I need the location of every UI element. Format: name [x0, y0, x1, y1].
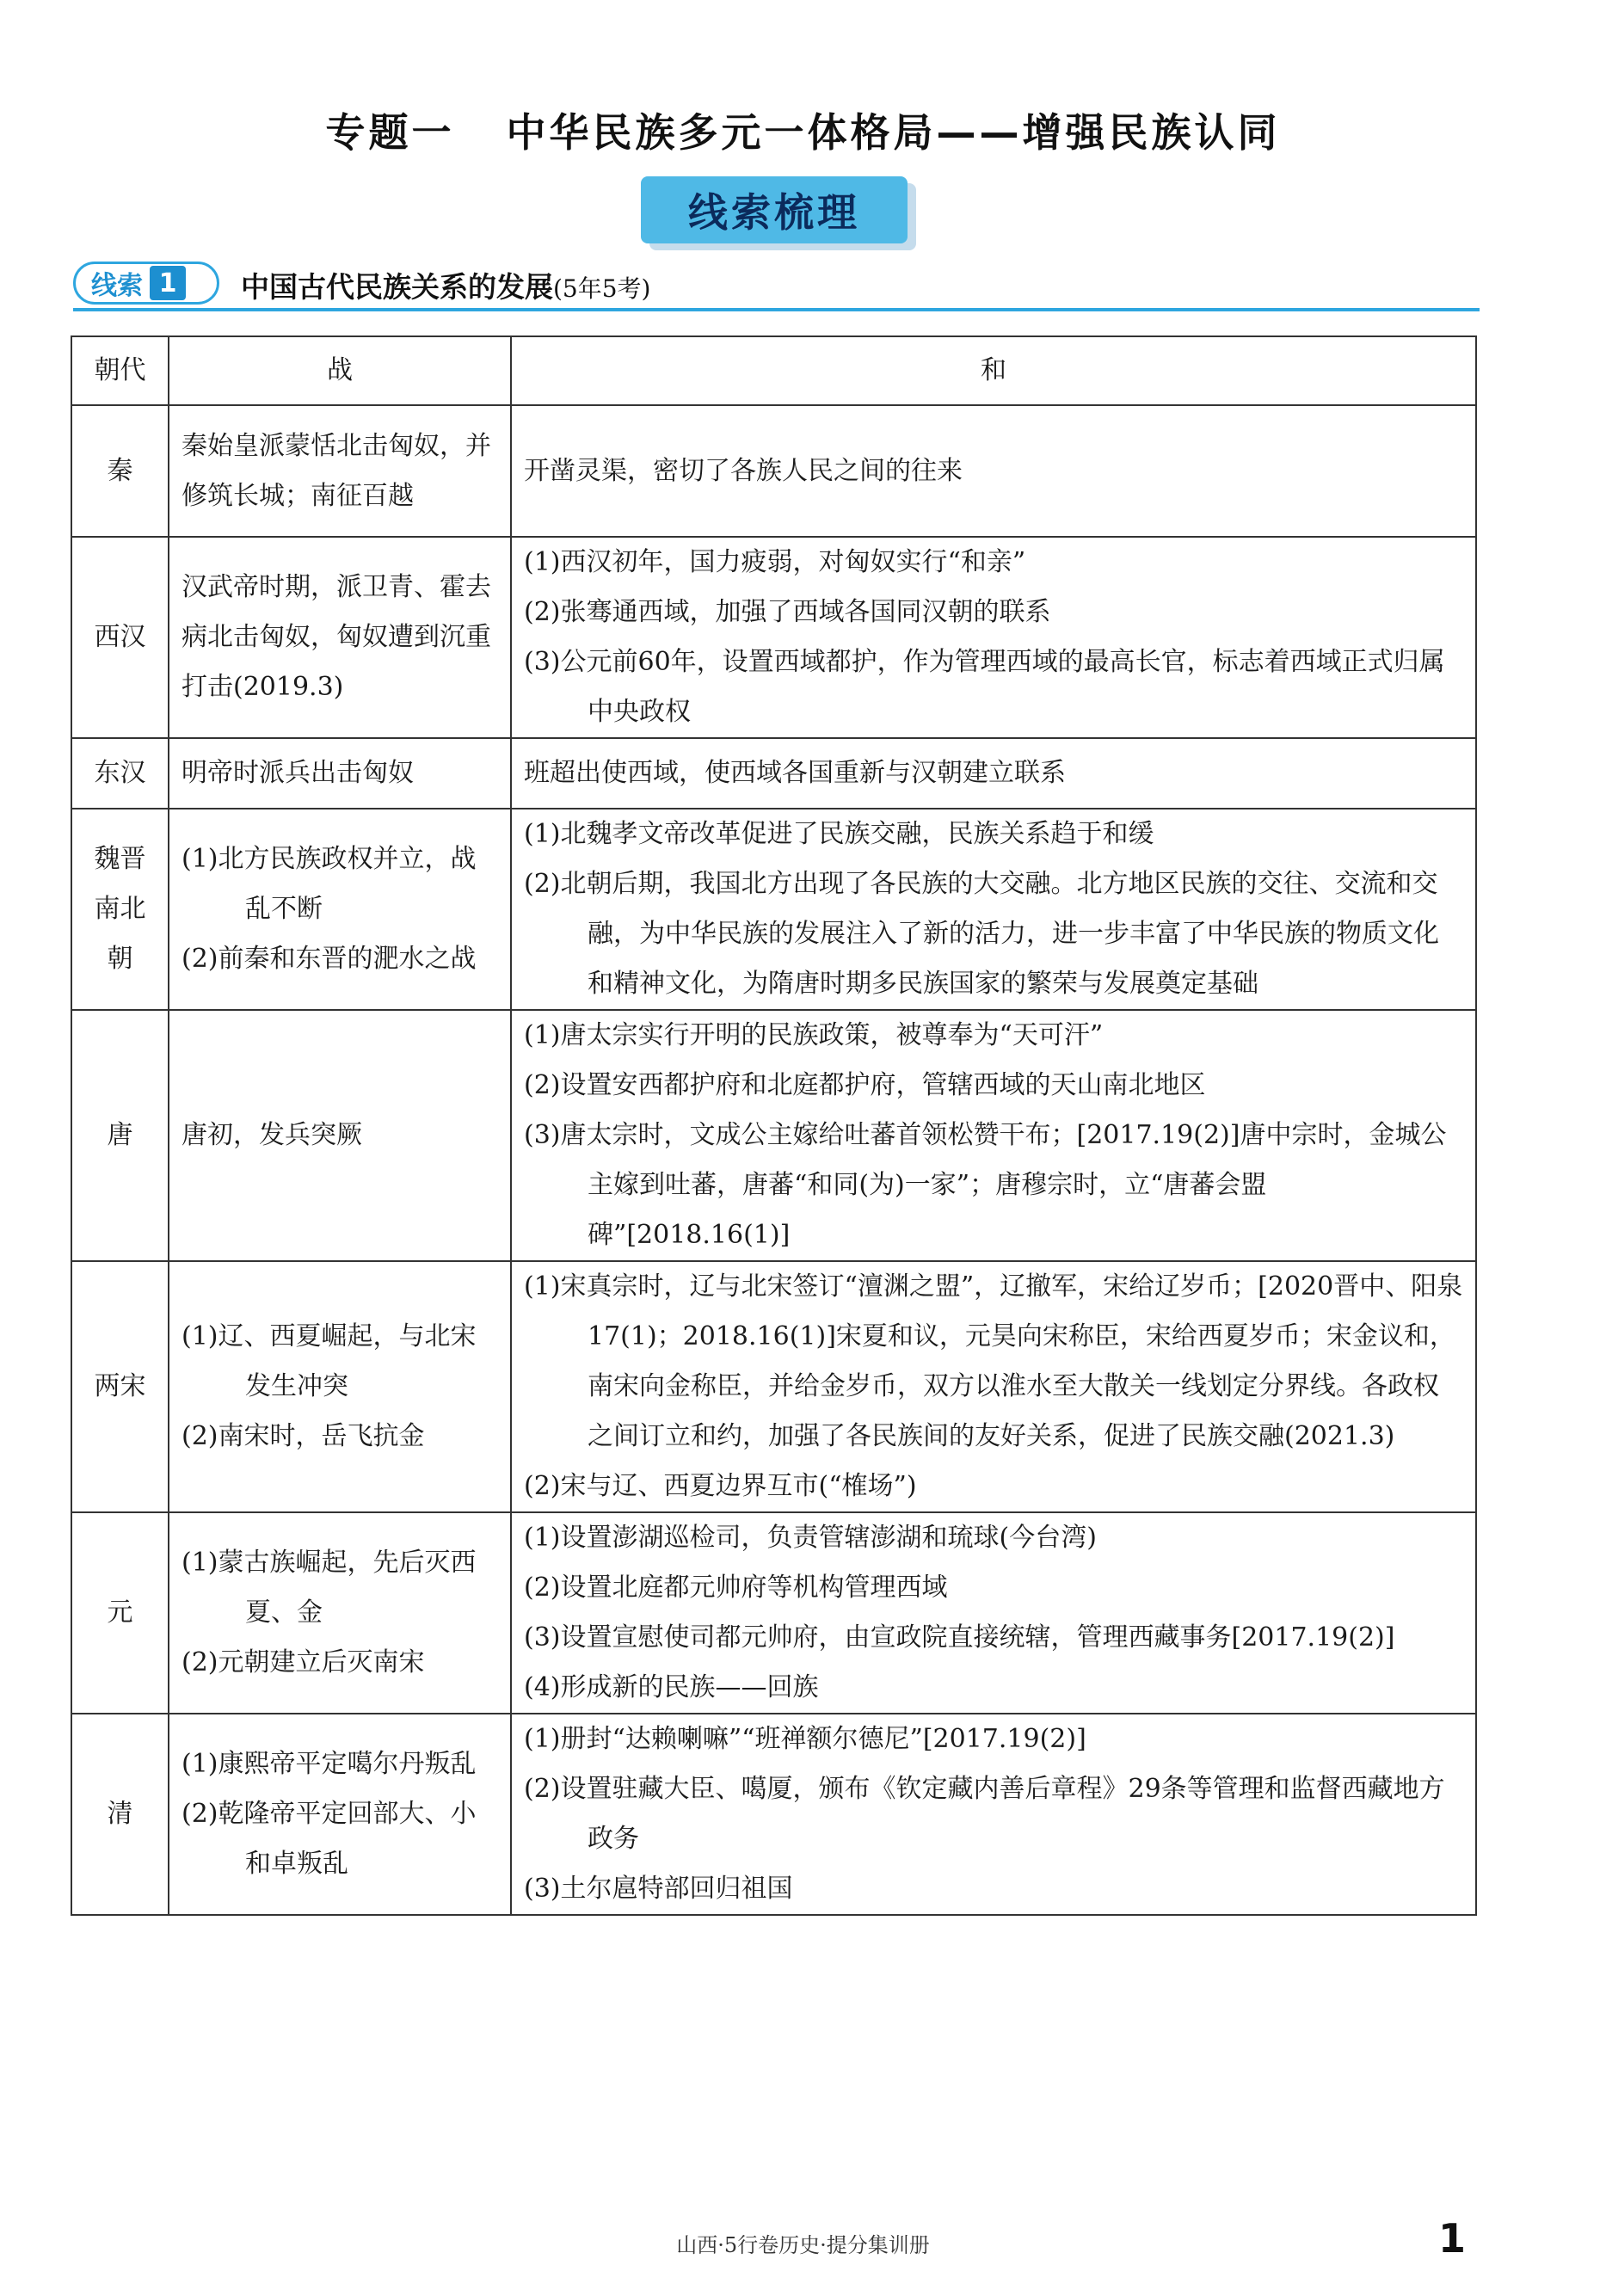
- war-list: [182, 1538, 498, 1688]
- war-item: (2)乾隆帝平定回部大、小和卓叛乱: [182, 1799, 477, 1879]
- title-subject: 中华民族多元一体格局——增强民族认同: [506, 109, 1281, 156]
- war-text: 唐初，发兵突厥: [182, 1120, 362, 1150]
- table-row: [71, 405, 1476, 537]
- dynasty-cell: 唐: [71, 1010, 169, 1261]
- table-row: [71, 809, 1476, 1010]
- peace-list: [524, 1011, 1463, 1260]
- war-text: 汉武帝时期，派卫青、霍去病北击匈奴，匈奴遭到沉重打击(2019.3): [182, 572, 491, 702]
- peace-item: (3)公元前60年，设置西域都护，作为管理西域的最高长官，标志着西域正式归属中央政权: [524, 647, 1445, 727]
- dynasty-cell: 秦: [71, 405, 169, 537]
- peace-cell: [511, 1261, 1476, 1512]
- title-topic: 专题一: [325, 109, 455, 156]
- page-title: [0, 102, 1606, 158]
- page-number: 1: [1438, 2215, 1467, 2262]
- war-text: 秦始皇派蒙恬北击匈奴，并修筑长城；南征百越: [182, 430, 491, 511]
- war-cell: [169, 1261, 511, 1512]
- header-war: 战: [169, 336, 511, 405]
- peace-text: 开凿灵渠，密切了各族人民之间的往来: [524, 455, 963, 486]
- peace-cell: [511, 1010, 1476, 1261]
- war-cell: [169, 1010, 511, 1261]
- dynasty-cell: 西汉: [71, 537, 169, 738]
- war-text: 明帝时派兵出击匈奴: [182, 758, 414, 788]
- peace-item: (1)宋真宗时，辽与北宋签订“澶渊之盟”，辽撤军，宋给辽岁币；[2020晋中、阳泉17(1)；2018.16(1)]宋夏和议，元昊向宋称臣，宋给西夏岁币；宋金议和，南宋向金称臣，并给金岁币，双方以淮水至大散关一线划定分界线。各政权之间订立和约，加强了各民族间的友好关系，促进了民族交融(2021.3): [524, 1271, 1463, 1451]
- table-row: [71, 1512, 1476, 1714]
- clue-title-text: 中国古代民族关系的发展: [241, 270, 553, 304]
- dynasty-cell: 东汉: [71, 738, 169, 809]
- table-row: [71, 738, 1476, 809]
- table-row: [71, 537, 1476, 738]
- peace-list: [524, 1262, 1463, 1511]
- table-row: [71, 1261, 1476, 1512]
- clue-divider: [73, 308, 1480, 311]
- peace-item: (3)设置宣慰使司都元帅府，由宣政院直接统辖，管理西藏事务[2017.19(2)]: [524, 1622, 1395, 1653]
- clue-badge: [73, 262, 219, 305]
- peace-cell: [511, 405, 1476, 537]
- peace-cell: [511, 738, 1476, 809]
- section-tab: 线索梳理: [641, 176, 908, 243]
- war-item: (2)南宋时，岳飞抗金: [182, 1421, 425, 1451]
- peace-cell: [511, 809, 1476, 1010]
- peace-item: (1)册封“达赖喇嘛”“班禅额尔德尼”[2017.19(2)]: [524, 1724, 1086, 1754]
- clue-header: [73, 256, 1480, 315]
- war-item: (2)元朝建立后灭南宋: [182, 1647, 425, 1677]
- header-peace: 和: [511, 336, 1476, 405]
- peace-item: (2)设置北庭都元帅府等机构管理西域: [524, 1573, 948, 1603]
- clue-badge-number: 1: [150, 266, 186, 300]
- dynasty-cell: 魏晋南北朝: [71, 809, 169, 1010]
- peace-list: [524, 1714, 1463, 1914]
- peace-list: [524, 538, 1463, 737]
- war-list: [182, 1739, 498, 1889]
- war-item: (1)辽、西夏崛起，与北宋发生冲突: [182, 1321, 477, 1401]
- peace-item: (2)北朝后期，我国北方出现了各民族的大交融。北方地区民族的交往、交流和交融，为中华民族的发展注入了新的活力，进一步丰富了中华民族的物质文化和精神文化，为隋唐时期多民族国家的繁荣与发展奠定基础: [524, 869, 1439, 999]
- table-row: [71, 1714, 1476, 1915]
- peace-item: (2)张骞通西域，加强了西域各国同汉朝的联系: [524, 597, 1051, 627]
- table-row: [71, 1010, 1476, 1261]
- peace-item: (2)宋与辽、西夏边界互市(“榷场”): [524, 1471, 917, 1501]
- war-cell: [169, 1512, 511, 1714]
- peace-item: (1)北魏孝文帝改革促进了民族交融，民族关系趋于和缓: [524, 819, 1154, 849]
- peace-cell: [511, 537, 1476, 738]
- peace-item: (1)西汉初年，国力疲弱，对匈奴实行“和亲”: [524, 547, 1026, 577]
- war-cell: [169, 537, 511, 738]
- peace-item: (1)唐太宗实行开明的民族政策，被尊奉为“天可汗”: [524, 1020, 1104, 1050]
- peace-list: [524, 809, 1463, 1009]
- war-cell: [169, 809, 511, 1010]
- table-header-row: [71, 336, 1476, 405]
- peace-item: (2)设置驻藏大臣、噶厦，颁布《钦定藏内善后章程》29条等管理和监督西藏地方政务: [524, 1774, 1445, 1854]
- peace-cell: [511, 1512, 1476, 1714]
- clue-exam-note: (5年5考): [553, 274, 651, 303]
- war-item: (1)蒙古族崛起，先后灭西夏、金: [182, 1548, 477, 1628]
- clue-badge-label: 线索: [91, 271, 143, 301]
- dynasty-cell: 清: [71, 1714, 169, 1915]
- ethnic-relations-table: [71, 335, 1477, 1916]
- war-item: (2)前秦和东晋的淝水之战: [182, 944, 477, 974]
- peace-item: (1)设置澎湖巡检司，负责管辖澎湖和琉球(今台湾): [524, 1523, 1097, 1553]
- peace-text: 班超出使西域，使西域各国重新与汉朝建立联系: [524, 758, 1066, 788]
- dynasty-cell: 元: [71, 1512, 169, 1714]
- war-cell: [169, 1714, 511, 1915]
- war-list: [182, 1312, 498, 1462]
- clue-title: [241, 265, 650, 305]
- peace-list: [524, 1513, 1463, 1713]
- war-list: [182, 834, 498, 984]
- header-dynasty: 朝代: [71, 336, 169, 405]
- war-item: (1)北方民族政权并立，战乱不断: [182, 844, 477, 924]
- peace-item: (3)唐太宗时，文成公主嫁给吐蕃首领松赞干布；[2017.19(2)]唐中宗时，金城公主嫁到吐蕃，唐蕃“和同(为)一家”；唐穆宗时，立“唐蕃会盟碑”[2018.16(1)]: [524, 1120, 1447, 1250]
- table-body: [71, 405, 1476, 1915]
- peace-item: (4)形成新的民族——回族: [524, 1672, 819, 1702]
- page-footer: 山西·5行卷历史·提分集训册: [676, 2233, 930, 2257]
- peace-cell: [511, 1714, 1476, 1915]
- dynasty-cell: 两宋: [71, 1261, 169, 1512]
- peace-item: (3)土尔扈特部回归祖国: [524, 1874, 793, 1904]
- peace-item: (2)设置安西都护府和北庭都护府，管辖西域的天山南北地区: [524, 1070, 1206, 1100]
- war-item: (1)康熙帝平定噶尔丹叛乱: [182, 1749, 477, 1779]
- war-cell: [169, 405, 511, 537]
- war-cell: [169, 738, 511, 809]
